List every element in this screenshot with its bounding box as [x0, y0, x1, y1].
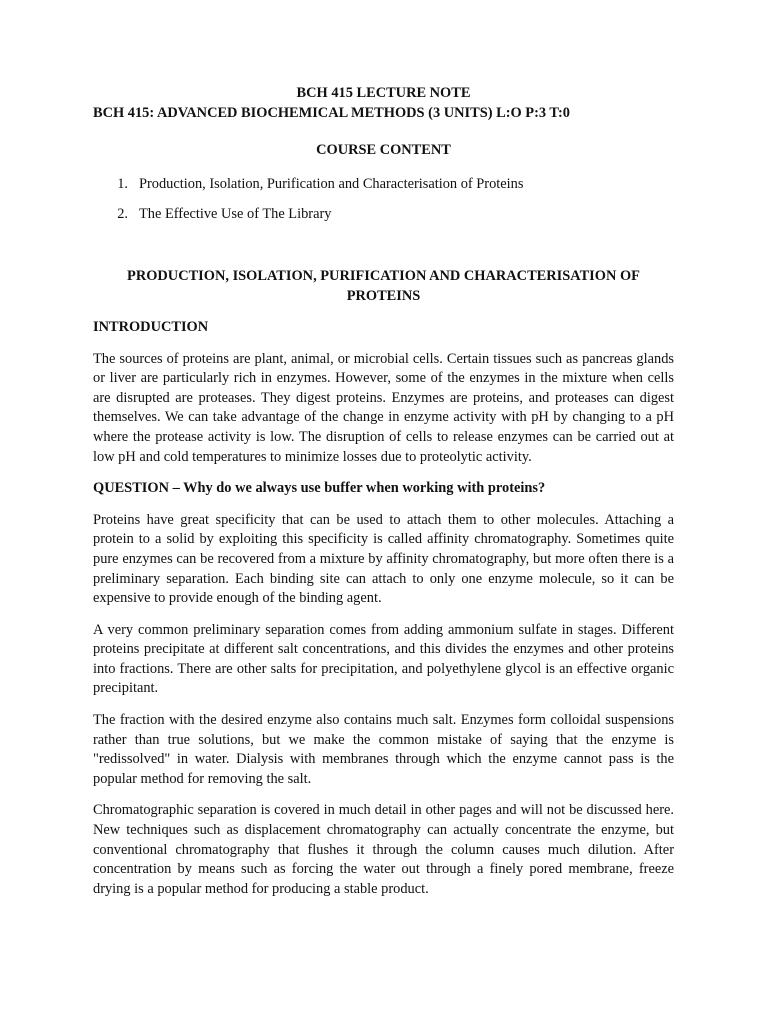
list-item-text: Production, Isolation, Purification and Characterisation of Proteins: [139, 175, 524, 192]
paragraph: Proteins have great specificity that can be used to attach them to other molecules. Attaching a protein to a solid by exploiting this specificity is called affinity chromatography. Sometimes quite pure enzymes can be recovered from a mixture by affinity chromatography, but more often there is a preliminary separation. Each binding site can attach to only one enzyme molecule, so it can be expensive to provide enough of the binding agent.: [93, 511, 674, 607]
list-item-number: 1.: [117, 175, 128, 192]
list-item: [93, 175, 674, 195]
introduction-heading: INTRODUCTION: [93, 318, 209, 335]
question-heading: QUESTION – Why do we always use buffer when working with proteins?: [93, 480, 546, 497]
list-item: [93, 205, 674, 225]
list-item-text: The Effective Use of The Library: [139, 206, 332, 223]
course-content-heading: COURSE CONTENT: [316, 142, 451, 159]
document-page: [93, 84, 674, 899]
paragraph: A very common preliminary separation comes from adding ammonium sulfate in stages. Different proteins precipitate at different salt concentrations, and this divides the enzymes and other proteins into fractions. There are other salts for precipitation, and polyethylene glycol is an effective organic precipitant.: [93, 621, 674, 697]
lecture-note-title: BCH 415 LECTURE NOTE: [296, 85, 471, 101]
course-title: BCH 415: ADVANCED BIOCHEMICAL METHODS (3 UNITS) L:O P:3 T:0: [93, 104, 570, 121]
paragraph: The sources of proteins are plant, animal, or microbial cells. Certain tissues such as pancreas glands or liver are particularly rich in enzymes. However, some of the enzymes in the mixture when cells are disrupted are proteases. They digest proteins. Enzymes are proteins, and proteases can digest themselves. We can take advantage of the change in enzyme activity with pH by changing to a pH where the protease activity is low. The disruption of cells to release enzymes can be carried out at low pH and cold temperatures to minimize losses due to proteolytic activity.: [93, 350, 674, 465]
course-content-list: [93, 175, 674, 225]
list-item-number: 2.: [117, 206, 128, 223]
paragraph: Chromatographic separation is covered in much detail in other pages and will not be discussed here. New techniques such as displacement chromatography can actually concentrate the enzyme, but conventional chromatography that flushes it through the column causes much dilution. After concentration by means such as forcing the water out through a finely pored membrane, freeze drying is a popular method for producing a stable product.: [93, 802, 674, 897]
paragraph: The fraction with the desired enzyme also contains much salt. Enzymes form colloidal suspensions rather than true solutions, but we make the common mistake of saying that the enzyme is "redissolved" in water. Dialysis with membranes through which the enzyme cannot pass is the popular method for removing the salt.: [93, 712, 674, 787]
document-header: [93, 84, 674, 123]
section-title: PRODUCTION, ISOLATION, PURIFICATION AND CHARACTERISATION OF PROTEINS: [127, 267, 640, 305]
